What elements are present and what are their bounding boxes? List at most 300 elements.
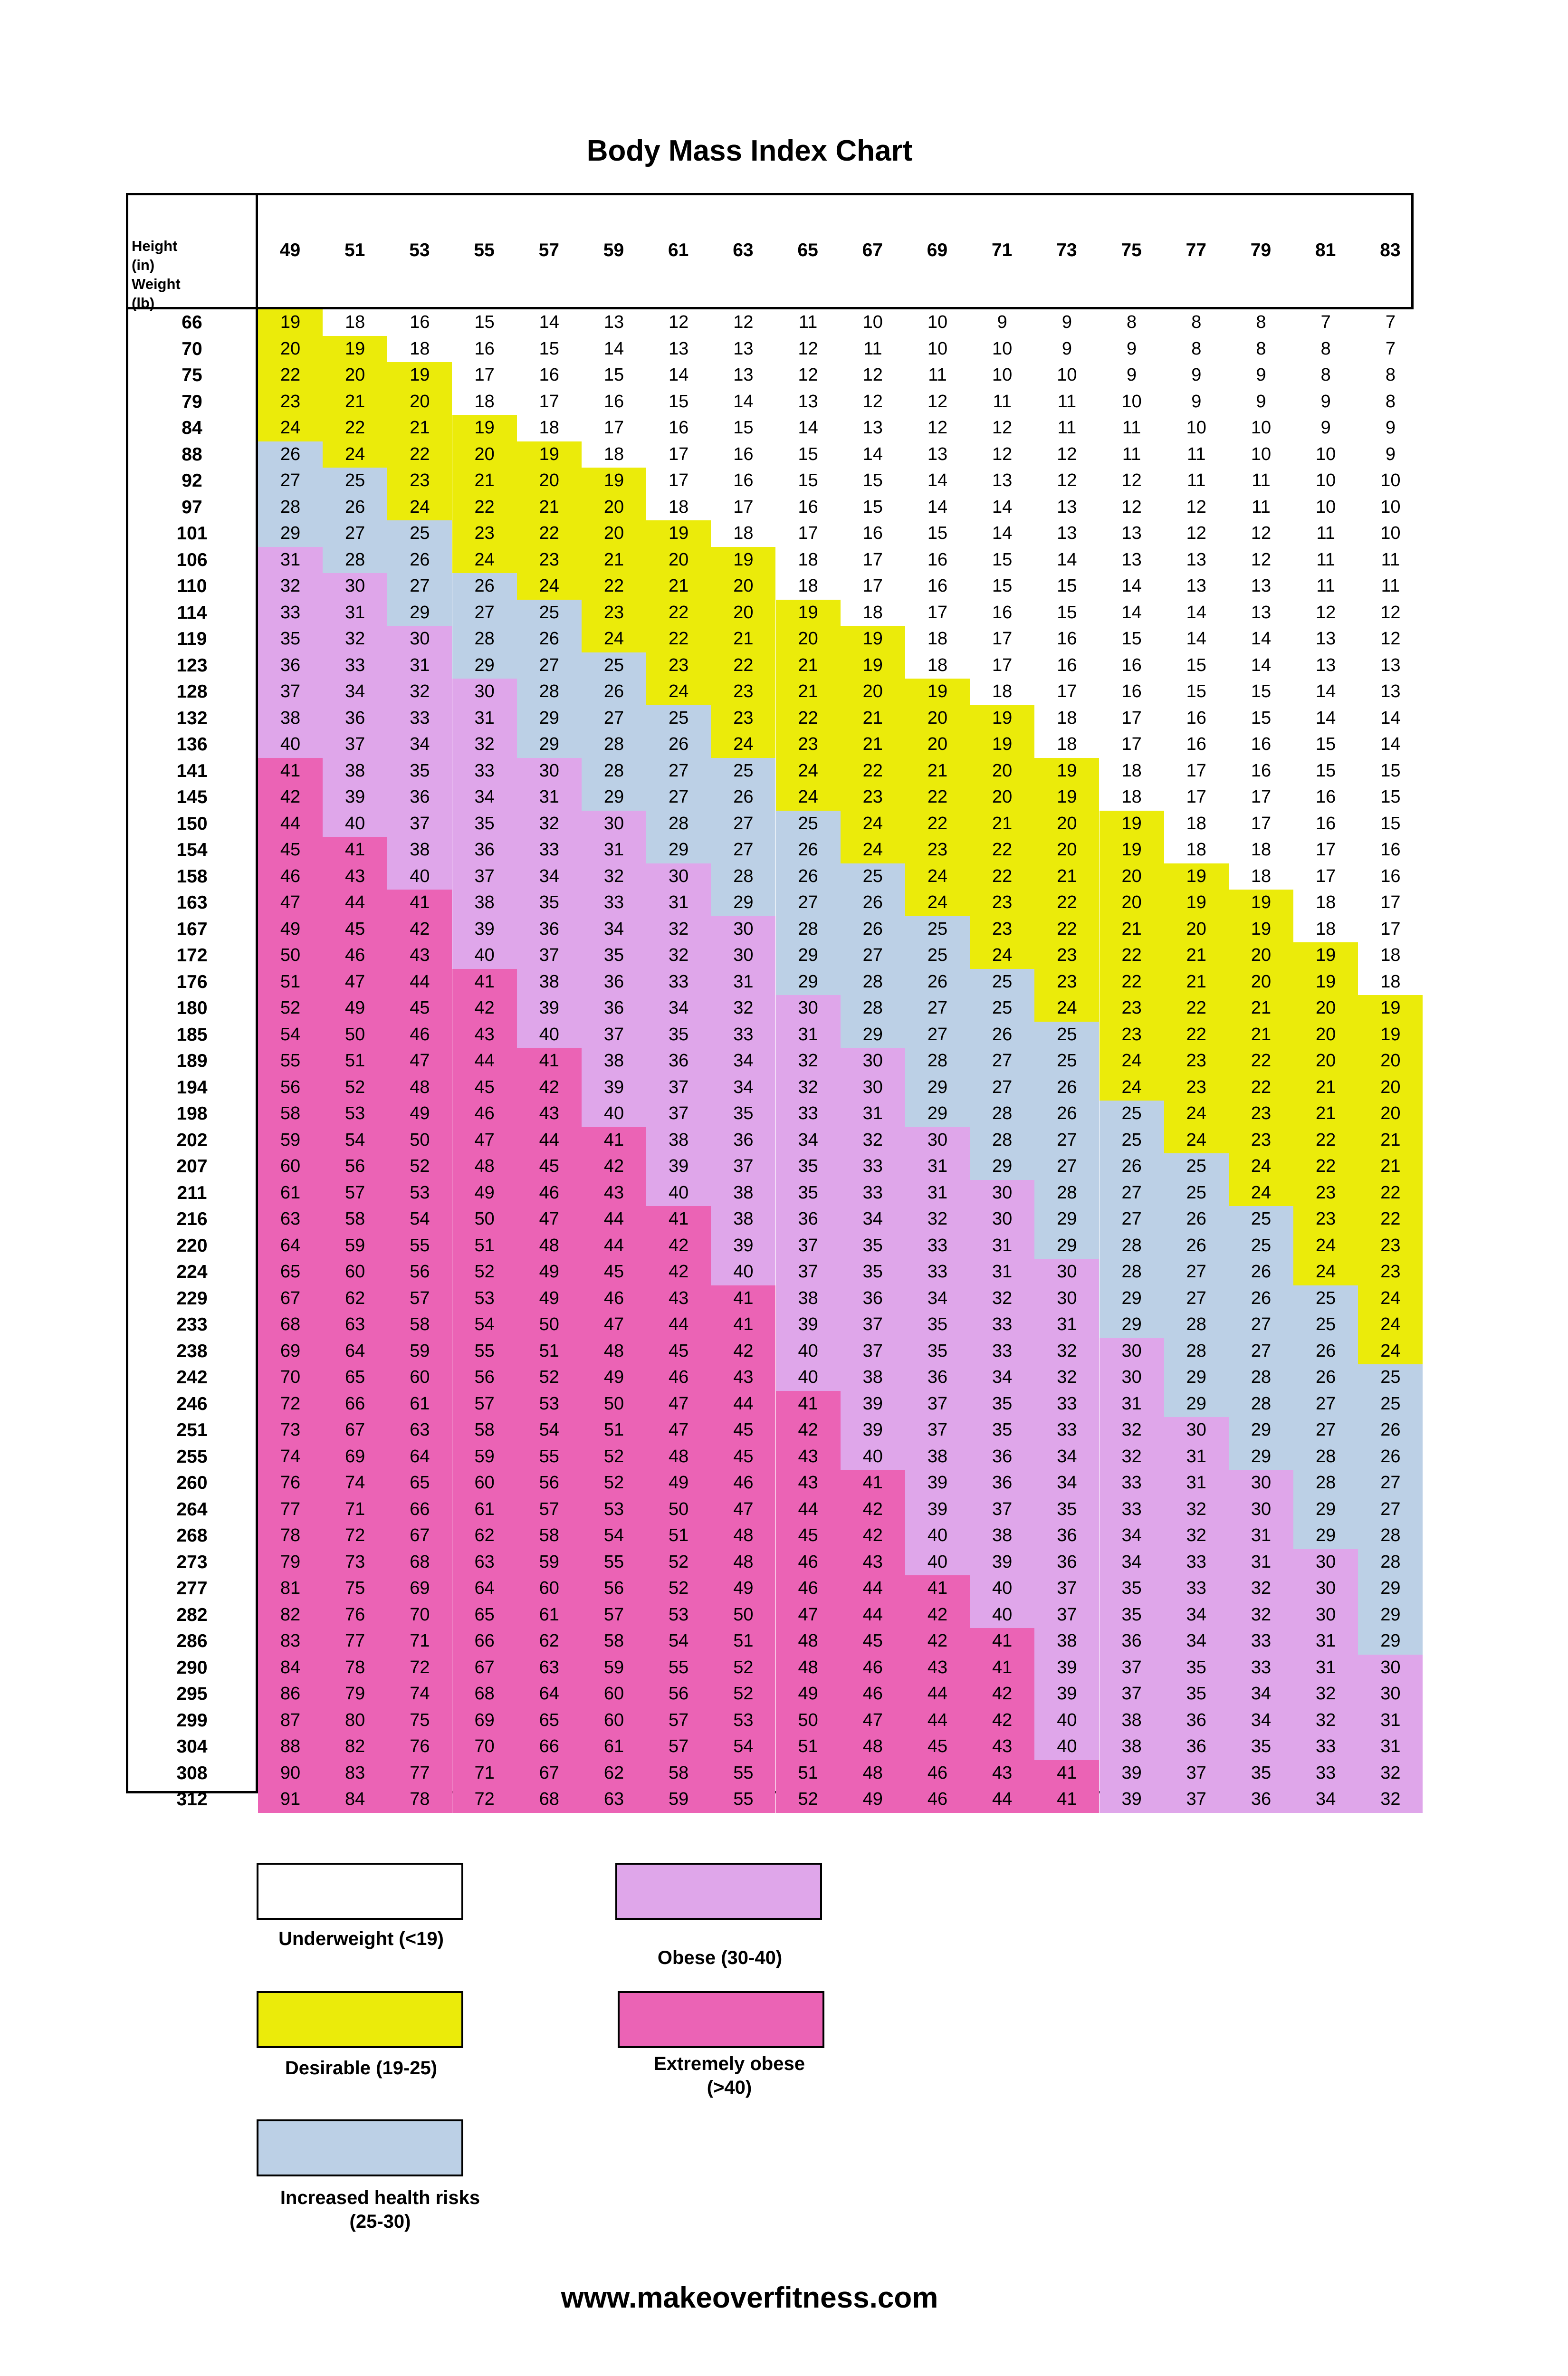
bmi-cell: 42 (905, 1602, 970, 1629)
bmi-cell: 15 (1229, 705, 1293, 732)
bmi-cell: 23 (387, 468, 452, 494)
bmi-cell: 33 (970, 1338, 1034, 1365)
bmi-cell: 32 (387, 679, 452, 705)
height-header-59: 59 (603, 240, 624, 260)
bmi-cell: 38 (258, 705, 323, 732)
bmi-cell: 18 (970, 679, 1034, 705)
bmi-cell: 12 (905, 389, 970, 415)
bmi-cell: 48 (711, 1523, 775, 1549)
bmi-cell: 11 (1034, 389, 1099, 415)
bmi-cell: 29 (1358, 1628, 1423, 1655)
bmi-cell: 65 (387, 1470, 452, 1496)
bmi-cell: 43 (776, 1470, 841, 1496)
bmi-cell: 43 (841, 1549, 905, 1576)
bmi-cell: 57 (646, 1734, 711, 1760)
bmi-cell: 20 (1100, 890, 1164, 916)
height-header-79: 79 (1250, 240, 1272, 260)
bmi-cell: 13 (1034, 520, 1099, 547)
bmi-cell: 14 (1100, 573, 1164, 600)
bmi-cell: 13 (582, 309, 646, 336)
bmi-cell: 37 (323, 731, 387, 758)
bmi-cell: 25 (841, 863, 905, 890)
bmi-cell: 35 (387, 758, 452, 785)
bmi-cell: 25 (905, 916, 970, 943)
bmi-cell: 28 (452, 626, 517, 652)
bmi-cell: 19 (841, 626, 905, 652)
bmi-cell: 65 (517, 1707, 582, 1734)
bmi-cell: 37 (1164, 1786, 1229, 1813)
bmi-cell: 29 (841, 1022, 905, 1048)
bmi-cell: 39 (905, 1496, 970, 1523)
weight-label-97: 97 (182, 497, 202, 517)
bmi-cell: 36 (517, 916, 582, 943)
bmi-cell: 38 (776, 1285, 841, 1312)
bmi-cell: 45 (711, 1417, 775, 1444)
bmi-cell: 13 (1164, 573, 1229, 600)
bmi-cell: 77 (258, 1496, 323, 1523)
bmi-cell: 9 (1293, 389, 1358, 415)
bmi-cell: 19 (1100, 837, 1164, 863)
weight-label-79: 79 (182, 391, 202, 412)
bmi-cell: 22 (1100, 969, 1164, 996)
bmi-cell: 66 (452, 1628, 517, 1655)
bmi-cell: 33 (1100, 1470, 1164, 1496)
bmi-cell: 38 (1034, 1628, 1099, 1655)
weight-label-114: 114 (177, 602, 207, 623)
bmi-cell: 9 (1358, 441, 1423, 468)
bmi-cell: 20 (258, 336, 323, 363)
bmi-cell: 37 (1100, 1681, 1164, 1707)
bmi-cell: 18 (905, 652, 970, 679)
bmi-cell: 39 (1034, 1681, 1099, 1707)
bmi-cell: 50 (387, 1127, 452, 1154)
bmi-cell: 8 (1293, 362, 1358, 389)
bmi-cell: 43 (711, 1364, 775, 1391)
bmi-cell: 11 (1293, 547, 1358, 574)
height-header-51: 51 (344, 240, 365, 260)
bmi-cell: 40 (711, 1259, 775, 1285)
bmi-cell: 28 (711, 863, 775, 890)
bmi-cell: 90 (258, 1760, 323, 1787)
height-header-73: 73 (1056, 240, 1077, 260)
bmi-cell: 46 (711, 1470, 775, 1496)
height-header-83: 83 (1380, 240, 1401, 260)
bmi-cell: 36 (1164, 1734, 1229, 1760)
bmi-cell: 45 (323, 916, 387, 943)
bmi-cell: 25 (1293, 1312, 1358, 1338)
bmi-cell: 19 (323, 336, 387, 363)
bmi-cell: 30 (1358, 1681, 1423, 1707)
bmi-cell: 13 (905, 441, 970, 468)
bmi-cell: 72 (258, 1391, 323, 1418)
bmi-cell: 26 (1358, 1444, 1423, 1470)
bmi-cell: 33 (1034, 1417, 1099, 1444)
bmi-cell: 47 (646, 1391, 711, 1418)
legend-label-obese: Obese (30-40) (657, 1947, 783, 1968)
bmi-cell: 9 (1164, 362, 1229, 389)
bmi-cell: 9 (1034, 309, 1099, 336)
bmi-cell: 9 (1164, 389, 1229, 415)
bmi-cell: 36 (711, 1127, 775, 1154)
height-header-55: 55 (474, 240, 495, 260)
bmi-cell: 82 (258, 1602, 323, 1629)
bmi-cell: 36 (970, 1444, 1034, 1470)
bmi-cell: 56 (387, 1259, 452, 1285)
bmi-cell: 29 (905, 1101, 970, 1127)
bmi-cell: 17 (841, 547, 905, 574)
bmi-cell: 56 (582, 1575, 646, 1602)
bmi-cell: 30 (841, 1074, 905, 1101)
bmi-cell: 43 (387, 942, 452, 969)
bmi-cell: 53 (387, 1180, 452, 1207)
bmi-cell: 27 (970, 1048, 1034, 1074)
legend-label-underweight: Underweight (<19) (278, 1928, 444, 1949)
bmi-cell: 47 (841, 1707, 905, 1734)
bmi-cell: 35 (776, 1180, 841, 1207)
bmi-cell: 71 (452, 1760, 517, 1787)
bmi-cell: 51 (582, 1417, 646, 1444)
bmi-cell: 26 (646, 731, 711, 758)
bmi-cell: 15 (1358, 758, 1423, 785)
bmi-cell: 19 (970, 731, 1034, 758)
bmi-cell: 12 (1229, 547, 1293, 574)
bmi-cell: 8 (1229, 336, 1293, 363)
bmi-cell: 44 (258, 811, 323, 837)
bmi-cell: 38 (711, 1206, 775, 1233)
weight-label-268: 268 (176, 1525, 208, 1546)
bmi-cell: 27 (1164, 1259, 1229, 1285)
bmi-cell: 52 (517, 1364, 582, 1391)
bmi-cell: 54 (711, 1734, 775, 1760)
bmi-cell: 50 (323, 1022, 387, 1048)
bmi-cell: 25 (1100, 1101, 1164, 1127)
bmi-cell: 56 (646, 1681, 711, 1707)
bmi-cell: 22 (970, 863, 1034, 890)
height-header-75: 75 (1121, 240, 1142, 260)
bmi-cell: 13 (1100, 547, 1164, 574)
weight-label-273: 273 (176, 1552, 208, 1572)
bmi-cell: 36 (970, 1470, 1034, 1496)
bmi-cell: 36 (258, 652, 323, 679)
bmi-cell: 79 (323, 1681, 387, 1707)
bmi-cell: 43 (970, 1734, 1034, 1760)
bmi-cell: 20 (1358, 1101, 1423, 1127)
bmi-cell: 24 (841, 837, 905, 863)
bmi-cell: 17 (1293, 837, 1358, 863)
weight-label-84: 84 (182, 418, 202, 438)
bmi-cell: 24 (776, 784, 841, 811)
bmi-cell: 50 (517, 1312, 582, 1338)
bmi-cell: 57 (646, 1707, 711, 1734)
bmi-cell: 41 (970, 1655, 1034, 1681)
bmi-cell: 41 (841, 1470, 905, 1496)
bmi-cell: 22 (1034, 890, 1099, 916)
bmi-cell: 37 (776, 1233, 841, 1259)
bmi-cell: 33 (1293, 1760, 1358, 1787)
bmi-cell: 12 (970, 415, 1034, 441)
bmi-cell: 33 (1164, 1549, 1229, 1576)
bmi-cell: 25 (323, 468, 387, 494)
weight-label-198: 198 (176, 1103, 208, 1124)
bmi-cell: 68 (387, 1549, 452, 1576)
weight-label-136: 136 (176, 734, 208, 755)
bmi-cell: 31 (323, 600, 387, 626)
bmi-cell: 70 (258, 1364, 323, 1391)
bmi-cell: 55 (387, 1233, 452, 1259)
bmi-cell: 37 (646, 1074, 711, 1101)
bmi-cell: 52 (582, 1444, 646, 1470)
bmi-cell: 33 (387, 705, 452, 732)
bmi-cell: 55 (711, 1760, 775, 1787)
bmi-cell: 45 (841, 1628, 905, 1655)
weight-label-101: 101 (176, 523, 208, 544)
bmi-cell: 16 (711, 441, 775, 468)
bmi-cell: 22 (323, 415, 387, 441)
bmi-cell: 23 (1293, 1180, 1358, 1207)
bmi-cell: 25 (776, 811, 841, 837)
bmi-cell: 49 (387, 1101, 452, 1127)
weight-label-255: 255 (176, 1446, 208, 1467)
height-header-53: 53 (409, 240, 430, 260)
bmi-cell: 37 (387, 811, 452, 837)
bmi-cell: 29 (1358, 1602, 1423, 1629)
bmi-cell: 15 (1229, 679, 1293, 705)
bmi-cell: 18 (1164, 837, 1229, 863)
bmi-cell: 22 (776, 705, 841, 732)
bmi-cell: 29 (711, 890, 775, 916)
bmi-cell: 40 (1034, 1707, 1099, 1734)
bmi-cell: 53 (646, 1602, 711, 1629)
bmi-cell: 55 (517, 1444, 582, 1470)
bmi-cell: 68 (517, 1786, 582, 1813)
bmi-cell: 27 (517, 652, 582, 679)
bmi-cell: 27 (1164, 1285, 1229, 1312)
bmi-cell: 24 (905, 890, 970, 916)
bmi-cell: 32 (1100, 1444, 1164, 1470)
bmi-cell: 12 (1100, 468, 1164, 494)
bmi-cell: 18 (905, 626, 970, 652)
bmi-cell: 54 (452, 1312, 517, 1338)
bmi-cell: 40 (258, 731, 323, 758)
bmi-cell: 30 (1229, 1470, 1293, 1496)
bmi-cell: 49 (841, 1786, 905, 1813)
height-axis-label: Height (in) (132, 238, 178, 273)
bmi-cell: 35 (1100, 1602, 1164, 1629)
weight-label-75: 75 (182, 365, 202, 385)
bmi-cell: 20 (1293, 995, 1358, 1022)
bmi-cell: 36 (582, 969, 646, 996)
bmi-cell: 26 (841, 890, 905, 916)
bmi-cell: 66 (323, 1391, 387, 1418)
bmi-cell: 66 (517, 1734, 582, 1760)
bmi-cell: 21 (970, 811, 1034, 837)
bmi-cell: 47 (776, 1602, 841, 1629)
bmi-cell: 33 (1229, 1628, 1293, 1655)
bmi-cell: 29 (1100, 1285, 1164, 1312)
bmi-cell: 11 (1164, 441, 1229, 468)
bmi-cell: 24 (905, 863, 970, 890)
bmi-cell: 33 (1229, 1655, 1293, 1681)
bmi-cell: 46 (258, 863, 323, 890)
bmi-cell: 38 (452, 890, 517, 916)
bmi-cell: 60 (323, 1259, 387, 1285)
bmi-cell: 7 (1358, 309, 1423, 336)
bmi-cell: 29 (387, 600, 452, 626)
bmi-cell: 8 (1358, 362, 1423, 389)
bmi-cell: 36 (1100, 1628, 1164, 1655)
bmi-cell: 12 (711, 309, 775, 336)
bmi-cell: 13 (1034, 494, 1099, 521)
bmi-cell: 35 (1164, 1681, 1229, 1707)
bmi-cell: 30 (1293, 1575, 1358, 1602)
bmi-cell: 52 (646, 1549, 711, 1576)
bmi-cell: 62 (452, 1523, 517, 1549)
bmi-cell: 21 (646, 573, 711, 600)
bmi-cell: 51 (776, 1734, 841, 1760)
bmi-cell: 34 (323, 679, 387, 705)
bmi-cell: 88 (258, 1734, 323, 1760)
bmi-cell: 19 (905, 679, 970, 705)
bmi-cell: 16 (1229, 758, 1293, 785)
bmi-cell: 38 (387, 837, 452, 863)
bmi-cell: 29 (1229, 1444, 1293, 1470)
bmi-cell: 58 (517, 1523, 582, 1549)
bmi-cell: 8 (1358, 389, 1423, 415)
bmi-cell: 14 (905, 468, 970, 494)
bmi-cell: 35 (711, 1101, 775, 1127)
bmi-cell: 10 (1358, 520, 1423, 547)
bmi-cell: 34 (1100, 1549, 1164, 1576)
bmi-cell: 46 (776, 1575, 841, 1602)
bmi-cell: 20 (582, 494, 646, 521)
bmi-cell: 28 (1358, 1523, 1423, 1549)
bmi-cell: 21 (711, 626, 775, 652)
bmi-cell: 19 (970, 705, 1034, 732)
bmi-cell: 15 (646, 389, 711, 415)
bmi-cell: 35 (1034, 1496, 1099, 1523)
bmi-cell: 59 (387, 1338, 452, 1365)
bmi-cell: 30 (387, 626, 452, 652)
bmi-cell: 20 (1034, 811, 1099, 837)
bmi-cell: 69 (452, 1707, 517, 1734)
bmi-cell: 11 (1100, 415, 1164, 441)
bmi-cell: 62 (517, 1628, 582, 1655)
height-header-81: 81 (1315, 240, 1336, 260)
bmi-cell: 42 (387, 916, 452, 943)
bmi-cell: 13 (646, 336, 711, 363)
bmi-cell: 25 (711, 758, 775, 785)
bmi-cell: 14 (970, 520, 1034, 547)
bmi-cell: 43 (970, 1760, 1034, 1787)
bmi-cell: 23 (970, 916, 1034, 943)
bmi-cell: 26 (387, 547, 452, 574)
bmi-cell: 13 (841, 415, 905, 441)
bmi-cell: 32 (1229, 1602, 1293, 1629)
bmi-cell: 31 (1034, 1312, 1099, 1338)
bmi-cell: 50 (776, 1707, 841, 1734)
bmi-cell: 39 (1100, 1760, 1164, 1787)
bmi-cell: 22 (258, 362, 323, 389)
bmi-cell: 10 (841, 309, 905, 336)
bmi-cell: 53 (517, 1391, 582, 1418)
bmi-cell: 32 (452, 731, 517, 758)
bmi-cell: 31 (841, 1101, 905, 1127)
bmi-cell: 26 (970, 1022, 1034, 1048)
bmi-cell: 53 (323, 1101, 387, 1127)
bmi-cell: 23 (841, 784, 905, 811)
bmi-cell: 36 (582, 995, 646, 1022)
bmi-cell: 15 (1293, 731, 1358, 758)
bmi-cell: 49 (258, 916, 323, 943)
bmi-cell: 14 (1293, 679, 1358, 705)
weight-label-286: 286 (176, 1631, 208, 1651)
bmi-cell: 20 (452, 441, 517, 468)
bmi-cell: 15 (1164, 679, 1229, 705)
bmi-cell: 32 (323, 626, 387, 652)
bmi-cell: 44 (841, 1602, 905, 1629)
bmi-cell: 20 (1164, 916, 1229, 943)
bmi-cell: 36 (905, 1364, 970, 1391)
bmi-cell: 32 (1358, 1786, 1423, 1813)
bmi-cell: 34 (970, 1364, 1034, 1391)
bmi-cell: 24 (517, 573, 582, 600)
bmi-cell: 31 (387, 652, 452, 679)
legend-swatch-desirable (257, 1991, 463, 2048)
bmi-cell: 34 (905, 1285, 970, 1312)
weight-label-216: 216 (176, 1209, 208, 1229)
weight-label-163: 163 (176, 892, 208, 913)
bmi-cell: 38 (841, 1364, 905, 1391)
bmi-cell: 10 (1293, 441, 1358, 468)
bmi-cell: 33 (258, 600, 323, 626)
bmi-cell: 44 (517, 1127, 582, 1154)
bmi-cell: 22 (582, 573, 646, 600)
bmi-cell: 13 (1293, 652, 1358, 679)
bmi-cell: 25 (387, 520, 452, 547)
bmi-cell: 49 (646, 1470, 711, 1496)
bmi-cell: 18 (323, 309, 387, 336)
bmi-cell: 77 (323, 1628, 387, 1655)
bmi-cell: 27 (905, 1022, 970, 1048)
bmi-cell: 35 (970, 1417, 1034, 1444)
bmi-cell: 17 (582, 415, 646, 441)
bmi-cell: 28 (517, 679, 582, 705)
bmi-cell: 34 (1100, 1523, 1164, 1549)
bmi-cell: 24 (711, 731, 775, 758)
bmi-cell: 23 (1100, 1022, 1164, 1048)
bmi-cell: 28 (776, 916, 841, 943)
height-header-77: 77 (1186, 240, 1206, 260)
bmi-cell: 21 (841, 731, 905, 758)
bmi-cell: 15 (1358, 811, 1423, 837)
bmi-cell: 29 (1293, 1523, 1358, 1549)
weight-label-106: 106 (176, 549, 208, 570)
bmi-cell: 17 (711, 494, 775, 521)
bmi-cell: 36 (452, 837, 517, 863)
bmi-cell: 38 (323, 758, 387, 785)
bmi-cell: 17 (646, 441, 711, 468)
bmi-cell: 81 (258, 1575, 323, 1602)
bmi-cell: 18 (517, 415, 582, 441)
weight-label-185: 185 (176, 1024, 208, 1045)
bmi-cell: 36 (1034, 1549, 1099, 1576)
weight-label-70: 70 (182, 338, 202, 359)
bmi-cell: 51 (258, 969, 323, 996)
weight-label-304: 304 (176, 1736, 208, 1757)
bmi-cell: 42 (258, 784, 323, 811)
bmi-cell: 39 (452, 916, 517, 943)
bmi-cell: 19 (1229, 916, 1293, 943)
